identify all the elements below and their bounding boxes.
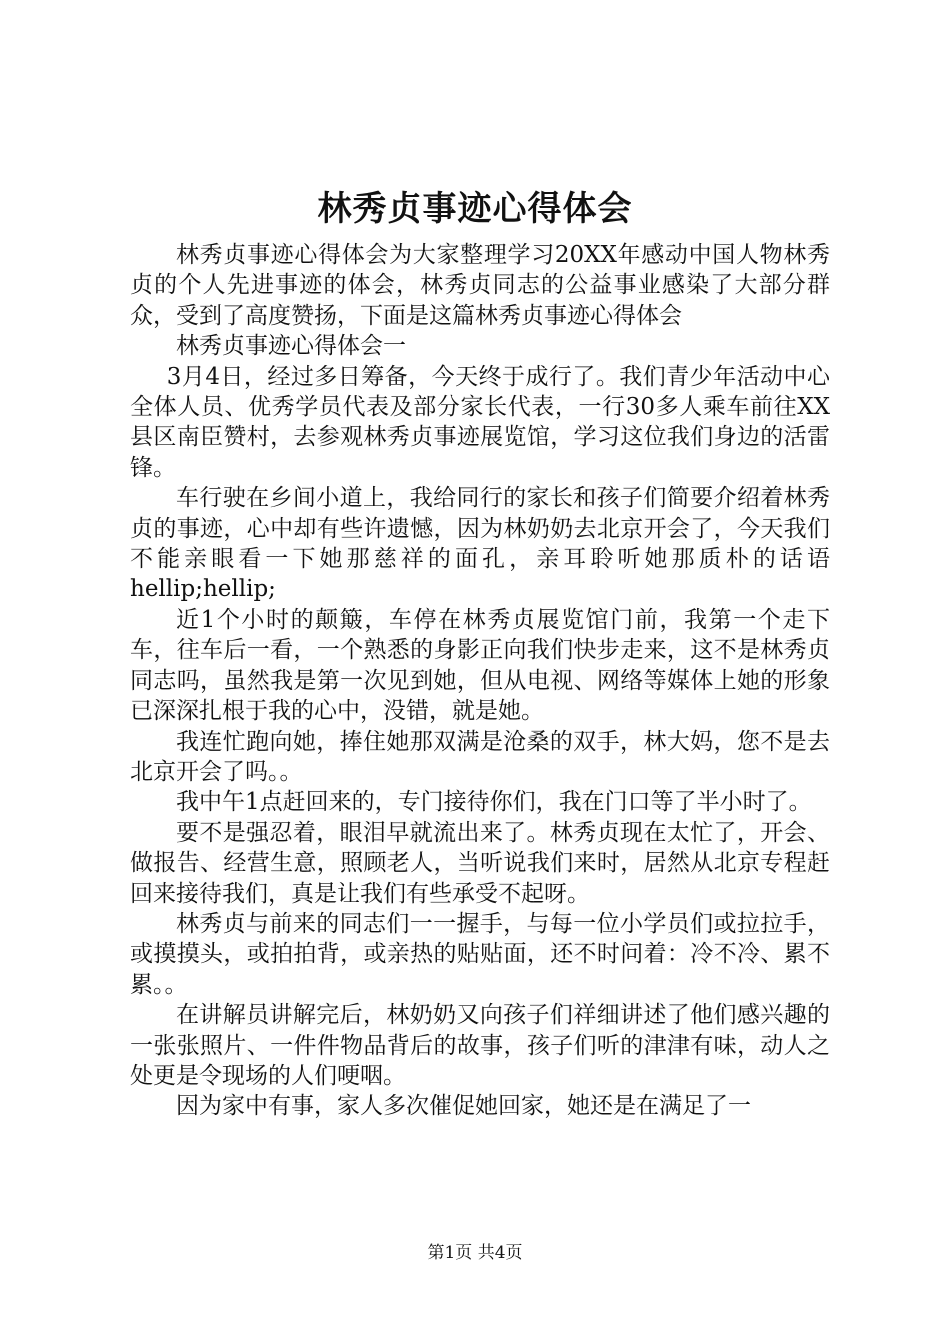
body-paragraph: 我连忙跑向她，捧住她那双满是沧桑的双手，林大妈，您不是去北京开会了吗。。 xyxy=(130,728,830,785)
document-body xyxy=(130,240,830,1122)
section-heading: 林秀贞事迹心得体会一 xyxy=(176,333,406,360)
body-paragraph: 3月4日，经过多日筹备，今天终于成行了。我们青少年活动中心全体人员、优秀学员代表及部分家长代表，一行30多人乘车前往XX县区南臣赞村，去参观林秀贞事迹展览馆，学习这位我们身边的活雷锋。 xyxy=(130,363,830,481)
page-number-footer: 第1页 共4页 xyxy=(427,1243,523,1263)
body-paragraph: 近1个小时的颠簸，车停在林秀贞展览馆门前，我第一个走下车，往车后一看，一个熟悉的身影正向我们快步走来，这不是林秀贞同志吗，虽然我是第一次见到她，但从电视、网络等媒体上她的形象已深深扎根于我的心中，没错，就是她。 xyxy=(130,606,830,725)
body-paragraph: 我中午1点赶回来的，专门接待你们，我在门口等了半小时了。 xyxy=(176,789,812,816)
body-paragraph: 在讲解员讲解完后，林奶奶又向孩子们祥细讲述了他们感兴趣的一张张照片、一件件物品背后的故事，孩子们听的津津有味，动人之处更是令现场的人们哽咽。 xyxy=(130,1002,830,1089)
intro-paragraph: 林秀贞事迹心得体会为大家整理学习20XX年感动中国人物林秀贞的个人先进事迹的体会，林秀贞同志的公益事业感染了大部分群众，受到了高度赞扬，下面是这篇林秀贞事迹心得体会 xyxy=(130,242,830,329)
page-title: 林秀贞事迹心得体会 xyxy=(317,189,633,229)
body-paragraph: 因为家中有事，家人多次催促她回家，她还是在满足了一 xyxy=(176,1093,751,1120)
body-paragraph: 林秀贞与前来的同志们一一握手，与每一位小学员们或拉拉手，或摸摸头，或拍拍背，或亲热的贴贴面，还不时问着：冷不冷、累不累。。 xyxy=(130,910,830,998)
body-paragraph: 车行驶在乡间小道上，我给同行的家长和孩子们简要介绍着林秀贞的事迹，心中却有些许遗憾，因为林奶奶去北京开会了，今天我们不能亲眼看一下她那慈祥的面孔，亲耳聆听她那质朴的话语hellip;hellip; xyxy=(130,485,830,603)
body-paragraph: 要不是强忍着，眼泪早就流出来了。林秀贞现在太忙了，开会、做报告、经营生意，照顾老人，当听说我们来时，居然从北京专程赶回来接待我们，真是让我们有些承受不起呀。 xyxy=(130,819,830,907)
